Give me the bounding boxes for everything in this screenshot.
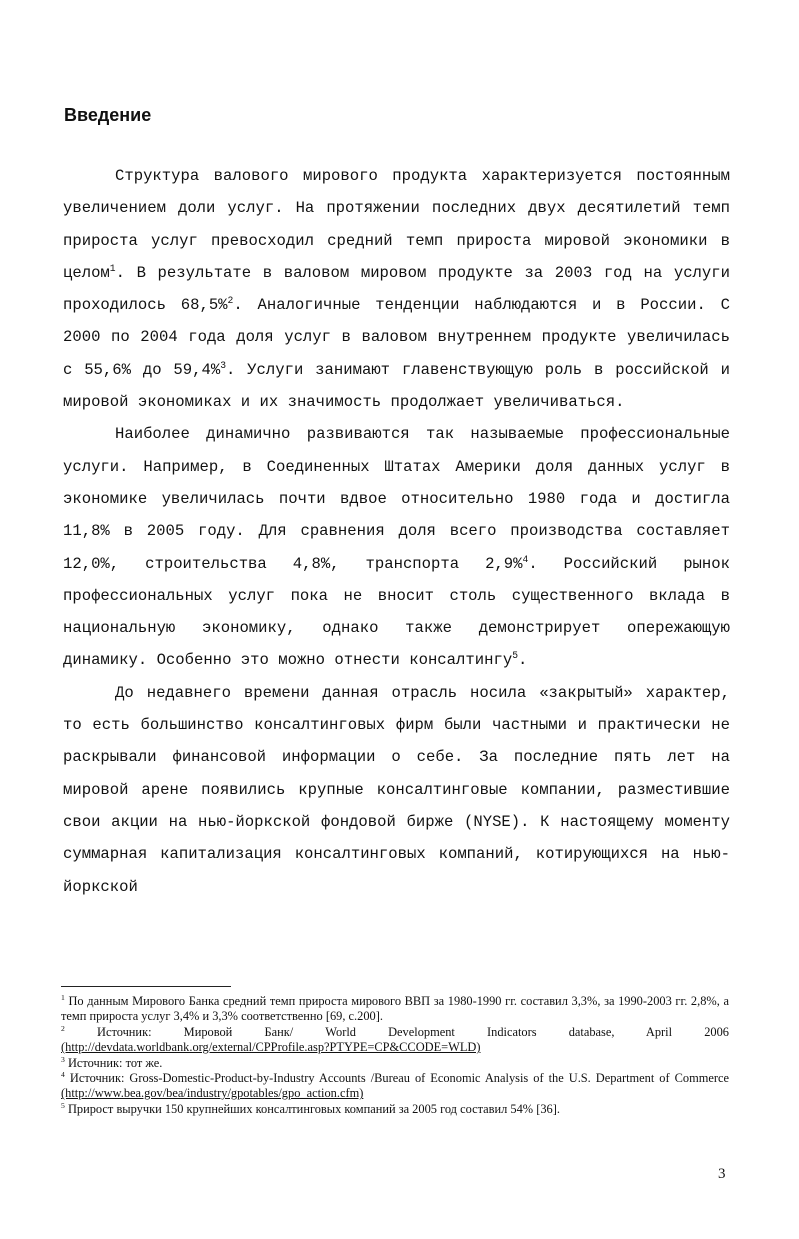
footnote-text: Источник: Gross-Domestic-Product-by-Industry Accounts /Bureau of Economic Analysis of the U.S. Department of Commerce (69, 1071, 730, 1086)
text-run: . Аналогичные тенденции наблюдаются и в России. С 2000 по 2004 года доля услуг в валовом внутреннем продукте увеличилась с 55,6% до 59,4% (63, 296, 730, 379)
footnotes (61, 994, 729, 1117)
footnote-mark: 1 (61, 992, 65, 1002)
footnote (61, 1071, 729, 1102)
footnote (61, 994, 729, 1025)
footnote-separator (61, 986, 231, 987)
footnote-text: По данным Мирового Банка средний темп прироста мирового ВВП за 1980-1990 гг. составил 3,3%, за 1990-2003 гг. 2,8%, а темп прироста услуг 3,4% и 3,3% соответственно [69, с.200]. (61, 994, 729, 1024)
footnote-ref[interactable]: 3 (220, 359, 226, 371)
footnote-mark: 4 (61, 1069, 65, 1079)
text-run: . (517, 651, 528, 670)
text-run: . Услуги занимают главенствующую роль в российской и мировой экономиках и их значимость продолжает увеличиваться. (63, 360, 730, 412)
section-heading: Введение (64, 105, 152, 125)
footnote-text: Источник: Мировой Банк/ World Development Indicators database, April 2006 (97, 1024, 729, 1039)
text-run: Наиболее динамично развиваются так называемые профессиональные услуги. Например, в Соединенных Штатах Америки доля данных услуг в экономике увеличилась почти вдвое относительно 1980 года и достигла 11,8% в 2005 году. Для сравнения доля всего производства составляет 12,0%, строительства 4,8%, транспорта 2,9% (63, 425, 730, 573)
paragraph (63, 677, 730, 903)
footnote-link[interactable]: (http://devdata.worldbank.org/external/CPProfile.asp?PTYPE=CP&CCODE=WLD) (61, 1040, 481, 1055)
body-text (63, 160, 730, 903)
paragraph (63, 160, 730, 418)
footnote-ref[interactable]: 5 (512, 650, 518, 662)
text-run: До недавнего времени данная отрасль носила «закрытый» характер, то есть большинство консалтинговых фирм были частными и практически не раскрывали финансовой информации о себе. За последние пять лет на мировой арене появились крупные консалтинговые компании, разместившие свои акции на нью-йоркской фондовой бирже (NYSE). К настоящему моменту суммарная капитализация консалтинговых компаний, котирующихся на нью-йоркской (63, 683, 730, 896)
paragraph (63, 418, 730, 676)
footnote-ref[interactable]: 4 (522, 553, 529, 565)
footnote-text: Источник: тот же. (67, 1055, 163, 1070)
footnote (61, 1102, 729, 1117)
text-run: . В результате в валовом мировом продукте за 2003 год на услуги проходилось 68,5% (63, 263, 730, 315)
footnote-mark: 5 (61, 1100, 65, 1110)
text-run: . Российский рынок профессиональных услуг пока не вносит столь существенного вклада в национальную экономику, однако также демонстрирует опережающую динамику. Особенно это можно отнести консалтингу (63, 554, 730, 670)
text-run: Структура валового мирового продукта характеризуется постоянным увеличением доли услуг. На протяжении последних двух десятилетий темп прироста услуг превосходил средний темп прироста мировой экономики в целом (63, 167, 730, 282)
footnote (61, 1025, 729, 1056)
page-number: 3 (718, 1166, 726, 1182)
footnote-mark: 3 (61, 1054, 65, 1064)
footnote-ref[interactable]: 2 (227, 295, 234, 306)
footnote-text: Прирост выручки 150 крупнейших консалтинговых компаний за 2005 год составил 54% [36]. (67, 1101, 560, 1116)
footnote-mark: 2 (61, 1023, 65, 1033)
footnote (61, 1056, 729, 1071)
footnote-link[interactable]: (http://www.bea.gov/bea/industry/gpotables/gpo_action.cfm) (61, 1086, 364, 1101)
footnote-ref[interactable]: 1 (109, 262, 116, 274)
